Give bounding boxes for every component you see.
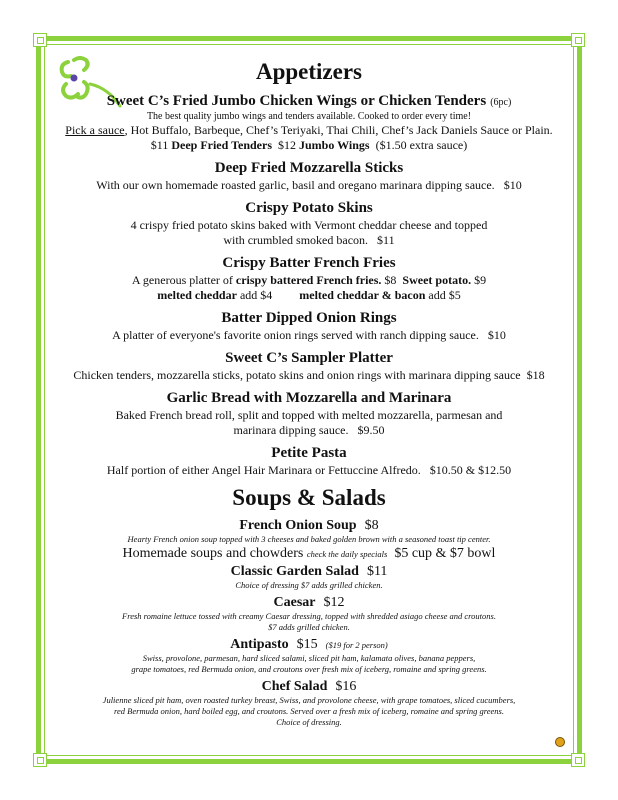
item-desc: grape tomatoes, red Bermuda onion, and croutons over fresh mix of iceberg, romaine and spring greens. bbox=[131, 664, 487, 674]
corner-ornament-top-left bbox=[33, 33, 47, 47]
item-title: Sweet C’s Fried Jumbo Chicken Wings or Chicken Tenders bbox=[106, 93, 487, 109]
item-title: Batter Dipped Onion Rings bbox=[221, 310, 397, 326]
item-desc: with crumbled smoked bacon. bbox=[223, 233, 369, 247]
item-price: $9.50 bbox=[357, 423, 385, 437]
item-title: Deep Fried Mozzarella Sticks bbox=[214, 160, 404, 176]
item-desc: marinara dipping sauce. bbox=[233, 423, 349, 437]
item-extra: ($1.50 extra sauce) bbox=[375, 138, 468, 152]
page-badge-icon bbox=[555, 737, 565, 747]
item-desc: The best quality jumbo wings and tenders available. Cooked to order every time! bbox=[146, 111, 472, 122]
item-price: $5 cup & $7 bowl bbox=[394, 546, 496, 561]
item-price: $11 bbox=[150, 138, 169, 152]
item-price: $18 bbox=[526, 368, 545, 382]
item-title: Crispy Batter French Fries bbox=[222, 255, 396, 271]
item-title: Caesar bbox=[273, 595, 316, 610]
item-desc: A platter of everyone's favorite onion rings served with ranch dipping sauce. bbox=[112, 328, 479, 342]
item-price: $12 bbox=[323, 595, 345, 610]
item-title: Garlic Bread with Mozzarella and Marinara bbox=[166, 390, 452, 406]
item-option: melted cheddar & bacon bbox=[299, 288, 426, 302]
menu-item-antipasto bbox=[50, 635, 568, 675]
appetizers-heading: Appetizers bbox=[255, 59, 363, 84]
item-price: $9 bbox=[474, 273, 487, 287]
item-title: Homemade soups and chowders bbox=[122, 546, 304, 561]
item-title: Chef Salad bbox=[261, 679, 328, 694]
item-price: $10.50 & $12.50 bbox=[429, 463, 512, 477]
item-title: Sweet C’s Sampler Platter bbox=[225, 350, 393, 366]
menu-content bbox=[50, 58, 568, 728]
item-desc: Julienne sliced pit ham, oven roasted turkey breast, Swiss, and provolone cheese, with grape tomatoes, sliced cucumbers, bbox=[102, 695, 516, 705]
soups-salads-heading: Soups & Salads bbox=[232, 485, 386, 510]
sauce-list: , Hot Buffalo, Barbeque, Chef’s Teriyaki, Thai Chili, Chef’s Jack Daniels Sauce or Plain. bbox=[124, 123, 553, 137]
menu-item-potato-skins bbox=[50, 199, 568, 248]
item-desc: Choice of dressing $7 adds grilled chicken. bbox=[235, 580, 383, 590]
item-desc: $7 adds grilled chicken. bbox=[268, 622, 350, 632]
item-option: Jumbo Wings bbox=[299, 138, 370, 152]
item-desc: Chicken tenders, mozzarella sticks, potato skins and onion rings with marinara dipping sauce bbox=[73, 368, 521, 382]
item-title: Crispy Potato Skins bbox=[245, 200, 373, 216]
menu-item-sampler bbox=[50, 349, 568, 383]
menu-item-french-fries bbox=[50, 254, 568, 303]
item-desc: Choice of dressing. bbox=[276, 717, 342, 727]
menu-item-homemade-soups bbox=[50, 545, 568, 562]
item-desc: Hearty French onion soup topped with 3 cheeses and baked golden brown with a seasoned toast tip center. bbox=[127, 534, 491, 544]
item-desc: 4 crispy fried potato skins baked with Vermont cheddar cheese and topped bbox=[130, 218, 488, 232]
menu-item-garlic-bread bbox=[50, 389, 568, 438]
item-price: $10 bbox=[487, 328, 506, 342]
item-price: $10 bbox=[503, 178, 522, 192]
sauce-label: Pick a sauce bbox=[65, 123, 125, 137]
item-desc: Swiss, provolone, parmesan, hard sliced salami, sliced pit ham, kalamata olives, banana peppers, bbox=[142, 653, 476, 663]
item-price: $15 bbox=[296, 637, 318, 652]
item-desc: red Bermuda onion, hard boiled egg, and croutons. Served over a fresh mix of iceberg, romaine and spring greens. bbox=[114, 706, 504, 716]
menu-item-french-onion-soup bbox=[50, 516, 568, 545]
item-price: $11 bbox=[366, 564, 388, 579]
item-price: $11 bbox=[377, 233, 395, 247]
item-count: (6pc) bbox=[490, 97, 512, 108]
item-option: crispy battered French fries. bbox=[235, 273, 382, 287]
menu-item-mozzarella bbox=[50, 159, 568, 193]
item-price: add $5 bbox=[428, 288, 461, 302]
corner-ornament-bottom-left bbox=[33, 753, 47, 767]
item-desc: Fresh romaine lettuce tossed with creamy Caesar dressing, topped with shredded asiago cheese and croutons. bbox=[122, 611, 496, 621]
item-price: $12 bbox=[278, 138, 296, 152]
menu-item-chef-salad bbox=[50, 677, 568, 728]
menu-item-onion-rings bbox=[50, 309, 568, 343]
item-title: Petite Pasta bbox=[271, 445, 347, 461]
menu-item-petite-pasta bbox=[50, 444, 568, 478]
item-price: $8 bbox=[384, 273, 397, 287]
menu-item-garden-salad bbox=[50, 562, 568, 591]
menu-item-caesar bbox=[50, 593, 568, 633]
item-price: $16 bbox=[335, 679, 357, 694]
item-desc: Half portion of either Angel Hair Marinara or Fettuccine Alfredo. bbox=[106, 463, 421, 477]
corner-ornament-top-right bbox=[571, 33, 585, 47]
item-desc: A generous platter of bbox=[131, 273, 233, 287]
item-price: add $4 bbox=[239, 288, 273, 302]
item-option: melted cheddar bbox=[157, 288, 237, 302]
item-option: Sweet potato. bbox=[402, 273, 472, 287]
menu-item-wings bbox=[50, 92, 568, 153]
item-title: Classic Garden Salad bbox=[230, 564, 359, 579]
item-note: check the daily specials bbox=[306, 549, 388, 559]
item-title: French Onion Soup bbox=[239, 518, 357, 533]
item-desc: With our own homemade roasted garlic, basil and oregano marinara dipping sauce. bbox=[96, 178, 495, 192]
item-option: Deep Fried Tenders bbox=[171, 138, 272, 152]
item-note: ($19 for 2 person) bbox=[325, 640, 388, 650]
item-desc: Baked French bread roll, split and topped with melted mozzarella, parmesan and bbox=[115, 408, 503, 422]
item-title: Antipasto bbox=[230, 637, 289, 652]
item-price: $8 bbox=[364, 518, 379, 533]
corner-ornament-bottom-right bbox=[571, 753, 585, 767]
